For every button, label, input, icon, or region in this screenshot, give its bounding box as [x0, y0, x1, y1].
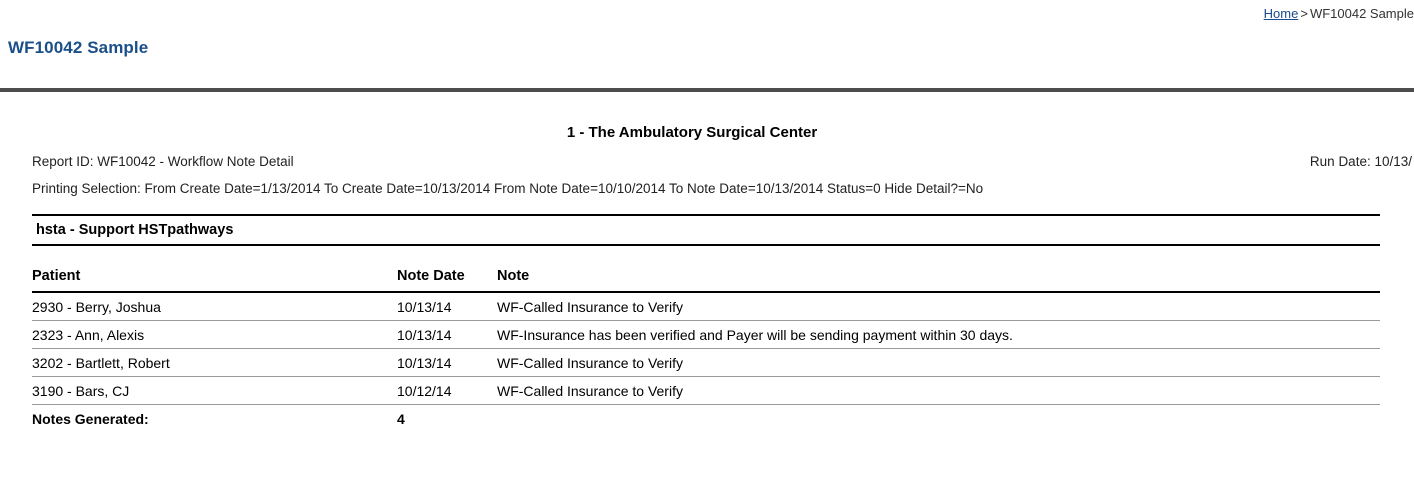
cell-patient: 2323 - Ann, Alexis — [32, 327, 145, 343]
notes-table — [32, 268, 1380, 432]
totals-spacer — [497, 405, 1380, 433]
printing-selection-text: Printing Selection: From Create Date=1/13/2014 To Create Date=10/13/2014 From Note Date=10/10/2014 To Note Date=10/13/2014 Status=0 Hide Detail?=No — [32, 181, 984, 196]
report-id-row — [0, 151, 1414, 173]
cell-note: WF-Called Insurance to Verify — [497, 355, 683, 371]
table-row — [32, 377, 1380, 405]
breadcrumb — [1264, 6, 1414, 21]
group-header — [32, 214, 1380, 246]
cell-note: WF-Called Insurance to Verify — [497, 299, 683, 315]
report-body — [0, 110, 1414, 432]
totals-label: Notes Generated: — [32, 411, 149, 427]
notes-table-body — [32, 292, 1380, 432]
printing-selection-row — [0, 178, 1414, 200]
cell-note-date: 10/13/14 — [397, 299, 452, 315]
column-header-note: Note — [497, 268, 530, 284]
notes-table-wrap — [32, 268, 1380, 432]
group-rule-bottom — [32, 244, 1380, 246]
breadcrumb-separator: > — [1300, 6, 1308, 21]
group-title: hsta - Support HSTpathways — [36, 222, 234, 238]
cell-patient: 3202 - Bartlett, Robert — [32, 355, 170, 371]
header-divider — [0, 88, 1414, 92]
table-row — [32, 321, 1380, 349]
cell-patient: 2930 - Berry, Joshua — [32, 299, 161, 315]
cell-note: WF-Insurance has been verified and Payer will be sending payment within 30 days. — [497, 327, 1013, 343]
cell-note-date: 10/13/14 — [397, 327, 452, 343]
notes-table-head — [32, 268, 1380, 292]
cell-patient: 3190 - Bars, CJ — [32, 383, 130, 399]
table-row — [32, 292, 1380, 321]
cell-note-date: 10/13/14 — [397, 355, 452, 371]
report-facility-title: 1 - The Ambulatory Surgical Center — [566, 124, 818, 141]
cell-note-date: 10/12/14 — [397, 383, 452, 399]
cell-note: WF-Called Insurance to Verify — [497, 383, 683, 399]
totals-row — [32, 405, 1380, 433]
page-title: WF10042 Sample — [8, 38, 149, 57]
report-id-label: Report ID: WF10042 - Workflow Note Detail — [32, 154, 294, 169]
table-header-row — [32, 268, 1380, 292]
breadcrumb-current: WF10042 Sample — [1309, 6, 1414, 21]
report-run-date: Run Date: 10/13/ — [1309, 154, 1412, 169]
totals-value: 4 — [397, 411, 405, 427]
column-header-note-date: Note Date — [397, 268, 465, 284]
breadcrumb-home-link[interactable]: Home — [1263, 6, 1299, 21]
column-header-patient: Patient — [32, 268, 81, 284]
table-row — [32, 349, 1380, 377]
